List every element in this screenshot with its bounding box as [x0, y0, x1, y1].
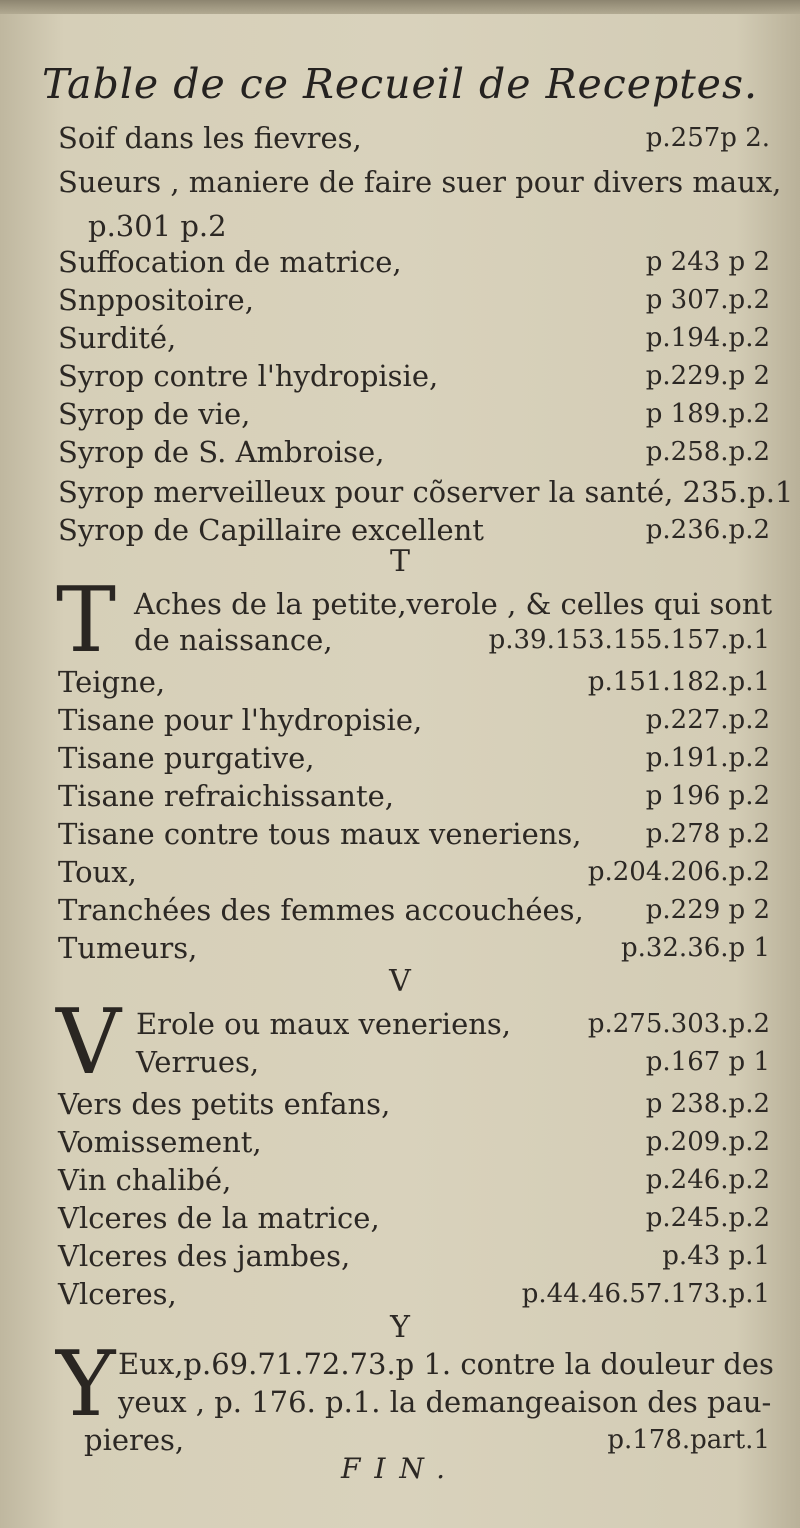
- index-entry: [58, 618, 770, 662]
- entry-text: Snppositoire,: [58, 283, 254, 317]
- entry-text: Aches de la petite,verole , & celles qui sont: [134, 587, 773, 621]
- entry-text: Tisane refraichissante,: [58, 779, 394, 813]
- entry-text: Verrues,: [136, 1045, 260, 1079]
- section-letter-v: V: [389, 964, 411, 999]
- page-ref: p.246.p.2: [645, 1165, 770, 1195]
- entry-text: pieres,: [84, 1423, 185, 1457]
- page-ref: p.209.p.2: [645, 1127, 770, 1157]
- page-ref: p.229.p 2: [645, 361, 770, 391]
- index-entry: [58, 430, 770, 474]
- page-ref: p.191.p.2: [645, 743, 770, 773]
- page-ref: p.236.p.2: [645, 515, 770, 545]
- page-ref: p 307.p.2: [645, 285, 770, 315]
- entry-text: p.301 p.2: [88, 209, 227, 243]
- dropcap-t: T: [56, 568, 117, 673]
- page-ref: p.178.part.1: [607, 1425, 770, 1455]
- entry-text: Tisane contre tous maux veneriens,: [58, 817, 582, 851]
- page-ref: p.39.153.155.157.p.1: [488, 625, 770, 655]
- page-top-edge: [0, 0, 800, 14]
- entry-text: Vin chalibé,: [58, 1163, 232, 1197]
- entry-text: Vlceres des jambes,: [58, 1239, 351, 1273]
- entry-text: Tisane purgative,: [58, 741, 315, 775]
- entry-text: Tumeurs,: [58, 931, 198, 965]
- entry-text: Eux,p.69.71.72.73.p 1. contre la douleur des: [118, 1347, 774, 1381]
- end-mark: FIN.: [340, 1452, 460, 1485]
- entry-text: Erole ou maux veneriens,: [136, 1007, 512, 1041]
- page-ref: p.258.p.2: [645, 437, 770, 467]
- page-ref: p.278 p.2: [645, 819, 770, 849]
- page-ref: p.44.46.57.173.p.1: [521, 1279, 770, 1309]
- page-ref: p.227.p.2: [645, 705, 770, 735]
- index-entry: [58, 116, 770, 160]
- page-ref: p.43 p.1: [662, 1241, 770, 1271]
- entry-text: Sueurs , maniere de faire suer pour divers maux,: [58, 165, 782, 199]
- page-ref: p.257p 2.: [645, 123, 770, 153]
- page-ref: p 238.p.2: [645, 1089, 770, 1119]
- index-entry: [58, 1040, 770, 1084]
- page-ref: p 189.p.2: [645, 399, 770, 429]
- entry-text: Toux,: [58, 855, 137, 889]
- page-ref: p 243 p 2: [645, 247, 770, 277]
- entry-text: Soif dans les fievres,: [58, 121, 362, 155]
- page-ref: p.204.206.p.2: [587, 857, 770, 887]
- entry-text: Syrop merveilleux pour cõserver la santé, 235.p.1: [58, 475, 794, 509]
- page-title: Table de ce Recueil de Receptes.: [41, 60, 759, 108]
- entry-text: Vlceres,: [58, 1277, 177, 1311]
- page-ref: p.32.36.p 1: [620, 933, 770, 963]
- page-ref: p 196 p.2: [645, 781, 770, 811]
- entry-text: Vlceres de la matrice,: [58, 1201, 380, 1235]
- section-letter-t: T: [389, 544, 410, 579]
- dropcap-y: Y: [56, 1332, 116, 1437]
- entry-text: Vers des petits enfans,: [58, 1087, 391, 1121]
- entry-text: Suffocation de matrice,: [58, 245, 402, 279]
- page-ref: p.275.303.p.2: [587, 1009, 770, 1039]
- dropcap-v: V: [56, 990, 121, 1095]
- entry-text: Surdité,: [58, 321, 177, 355]
- entry-text: Tisane pour l'hydropisie,: [58, 703, 423, 737]
- entry-text: Teigne,: [58, 665, 166, 699]
- entry-text: Syrop de S. Ambroise,: [58, 435, 385, 469]
- entry-text: Syrop de vie,: [58, 397, 251, 431]
- entry-text: yeux , p. 176. p.1. la demangeaison des pau-: [118, 1385, 772, 1419]
- page-ref: p.194.p.2: [645, 323, 770, 353]
- page-ref: p.245.p.2: [645, 1203, 770, 1233]
- entry-text: de naissance,: [134, 623, 333, 657]
- section-letter-y: Y: [390, 1310, 410, 1345]
- page-ref: p.167 p 1: [645, 1047, 770, 1077]
- index-entry: [58, 160, 782, 204]
- page-ref: p.151.182.p.1: [587, 667, 770, 697]
- entry-text: Syrop contre l'hydropisie,: [58, 359, 439, 393]
- entry-text: Syrop de Capillaire excellent: [58, 513, 484, 547]
- entry-text: Vomissement,: [58, 1125, 262, 1159]
- page-ref: p.229 p 2: [645, 895, 770, 925]
- entry-text: Tranchées des femmes accouchées,: [58, 893, 584, 927]
